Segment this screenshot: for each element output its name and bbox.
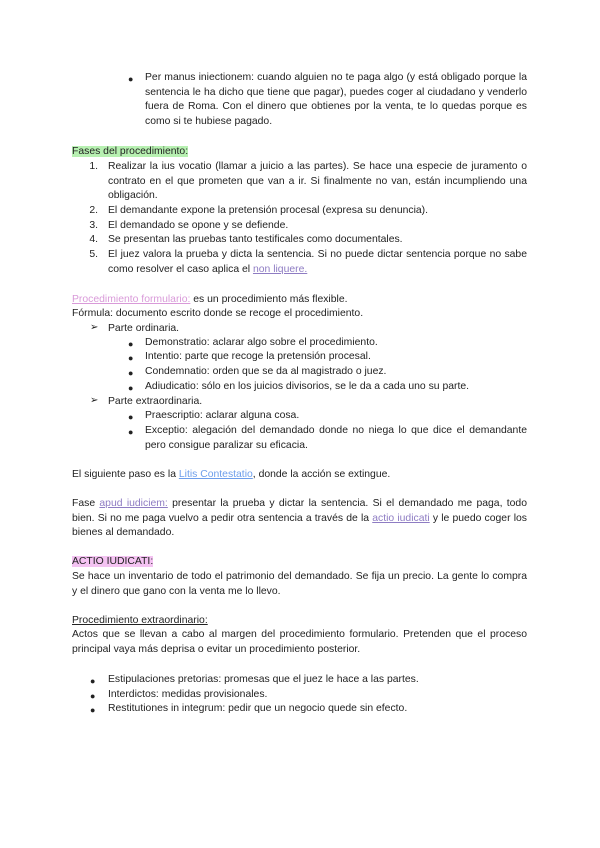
fase-number-2: 2. [89, 205, 98, 216]
arrow-bullet-icon: ➢ [90, 322, 99, 333]
litis-pre: El siguiente paso es la [72, 469, 179, 480]
formula-definition: Fórmula: documento escrito donde se recoge el procedimiento. [72, 308, 364, 319]
actio-heading: ACTIO IUDICATI: [72, 556, 154, 567]
bullet-icon: ● [90, 676, 96, 686]
fase-item-3: El demandado se opone y se defiende. [108, 220, 289, 231]
actio-iudicati-link[interactable]: actio iudicati [372, 512, 430, 524]
fases-heading: Fases del procedimiento: [72, 146, 189, 157]
non-liquere-link[interactable]: non liquere. [252, 263, 308, 275]
ordinaria-item-3: Condemnatio: orden que se da al magistrado o juez. [145, 366, 387, 377]
extraordinario-paragraph: Actos que se llevan a cabo al margen del procedimiento formulario. Pretenden que el proceso principal vaya más deprisa o evitar un procedimiento posterior. [72, 629, 527, 655]
fase-number-5: 5. [89, 249, 98, 260]
apud-mid: presentar la prueba y dictar la sentencia. Si el demandado me paga, todo bien. Si no me paga vuelvo a pedir otra sentencia a través de la [72, 498, 527, 524]
formulario-rest: es un procedimiento más flexible. [190, 294, 348, 305]
fase-item-5 [108, 248, 527, 277]
extraord-item-1: Estipulaciones pretorias: promesas que el juez le hace a las partes. [108, 674, 419, 685]
extraord-item-2: Interdictos: medidas provisionales. [108, 689, 268, 700]
apud-post: y le puedo coger los bienes al demandado. [72, 512, 527, 539]
litis-contestatio-link[interactable]: Litis Contestatio [178, 469, 253, 480]
arrow-bullet-icon: ➢ [90, 395, 99, 406]
apud-iudiciem-link[interactable]: apud iudiciem: [99, 498, 168, 509]
apud-pre: Fase [72, 498, 100, 509]
procedimiento-formulario-link[interactable]: Procedimiento formulario: [72, 294, 191, 305]
formulario-line [72, 293, 347, 308]
bullet-icon: ● [128, 353, 134, 363]
bullet-icon: ● [128, 427, 134, 437]
extraordinaria-item-2: Exceptio: alegación del demandado donde no niega lo que dice el demandante pero consigue paralizar su eficacia. [145, 425, 527, 451]
parte-extraordinaria-label: Parte extraordinaria. [108, 396, 203, 407]
extraord-item-3: Restitutiones in integrum: pedir que un negocio quede sin efecto. [108, 703, 408, 714]
ordinaria-item-4: Adiudicatio: sólo en los juicios divisorios, se le da a cada uno su parte. [145, 381, 470, 392]
bullet-icon: ● [128, 368, 134, 378]
bullet-icon: ● [128, 339, 134, 349]
litis-post: , donde la acción se extingue. [252, 469, 391, 480]
fase-item-1: Realizar la ius vocatio (llamar a juicio a las partes). Se hace una especie de juramento o contrato en el que prometen que van a ir. Si finalmente no van, están incumpliendo una obligación. [108, 161, 527, 202]
bullet-icon: ● [128, 412, 134, 422]
bullet-icon: ● [90, 705, 96, 715]
fase-number-3: 3. [89, 220, 98, 231]
bullet-icon: ● [90, 691, 96, 701]
litis-line [72, 468, 390, 483]
manus-paragraph: Per manus iniectionem: cuando alguien no te paga algo (y está obligado porque la sentencia le ha dicho que tiene que pagar), puedes coger al ciudadano y venderlo fuera de Roma. Con el dinero que obtienes por la venta, te lo quedas porque es como si te hubiese pagado. [145, 72, 527, 127]
ordinaria-item-2: Intentio: parte que recoge la pretensión procesal. [145, 351, 371, 362]
fase-number-4: 4. [89, 234, 98, 245]
parte-ordinaria-label: Parte ordinaria. [108, 323, 180, 334]
actio-paragraph: Se hace un inventario de todo el patrimonio del demandado. Se fija un precio. La gente lo compra y el dinero que gano con la venta me lo llevo. [72, 571, 527, 597]
ordinaria-item-1: Demonstratio: aclarar algo sobre el procedimiento. [145, 337, 378, 348]
fase-item-5-text: El juez valora la prueba y dicta la sentencia. Si no puede dictar sentencia porque no sabe como resolver el caso aplica el [108, 249, 527, 275]
fase-number-1: 1. [89, 161, 98, 172]
fase-item-4: Se presentan las pruebas tanto testificales como documentales. [108, 234, 403, 245]
extraordinaria-item-1: Praescriptio: aclarar alguna cosa. [145, 410, 300, 421]
fase-item-2: El demandante expone la pretensión procesal (expresa su denuncia). [108, 205, 429, 216]
bullet-icon: ● [128, 383, 134, 393]
bullet-icon: ● [128, 74, 134, 84]
apud-paragraph [72, 497, 527, 541]
extraordinario-heading: Procedimiento extraordinario: [72, 615, 208, 626]
